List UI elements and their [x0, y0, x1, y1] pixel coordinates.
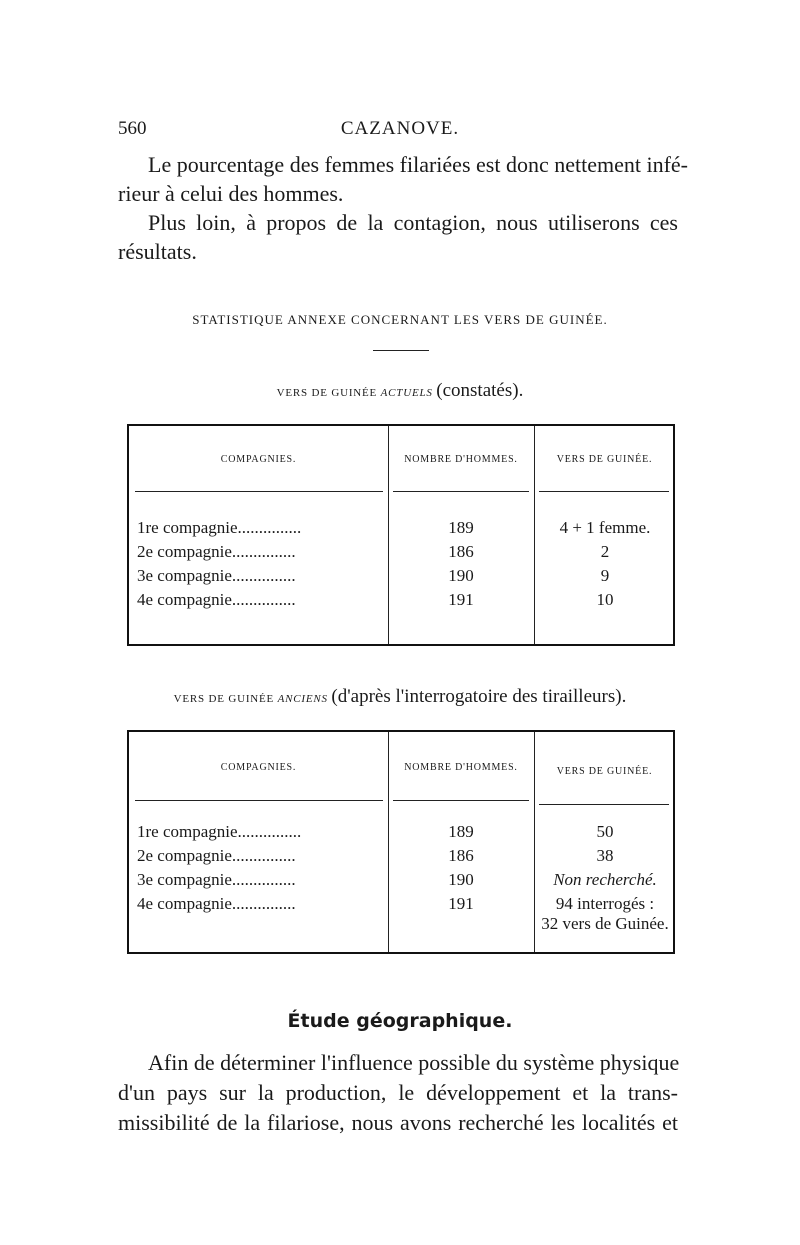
men-cell: 186 [448, 846, 474, 865]
worms-cell: 4 + 1 femme. [559, 518, 651, 537]
page-number: 560 [118, 118, 147, 139]
header-rule [393, 491, 529, 492]
intro-line: Le pourcentage des femmes filariées est donc nettement infé- [148, 152, 688, 177]
table-row [129, 822, 673, 846]
intro-line: rieur à celui des hommes. [118, 181, 344, 206]
worms-cell: Non recherché. [553, 870, 657, 889]
company-cell: 4e compagnie............... [137, 894, 296, 913]
worms-cell: 38 [596, 846, 614, 865]
table-row [129, 846, 673, 870]
table2-caption-suffix: (d'après l'interrogatoire des tirailleurs). [331, 686, 627, 707]
table-row [129, 566, 673, 590]
company-cell: 1re compagnie............... [137, 518, 302, 537]
intro-line: Plus loin, à propos de la contagion, nous utiliserons ces [148, 210, 678, 235]
header-men: NOMBRE D'HOMMES. [404, 762, 518, 773]
table2-caption [0, 686, 800, 708]
company-cell: 3e compagnie............... [137, 870, 296, 889]
section-line: missibilité de la filariose, nous avons recherché les localités et [118, 1110, 678, 1135]
company-cell: 2e compagnie............... [137, 846, 296, 865]
company-cell: 2e compagnie............... [137, 542, 296, 561]
section-line: Afin de déterminer l'influence possible du système physique [148, 1050, 680, 1075]
table1-caption-prefix: VERS DE GUINÉE [276, 387, 378, 399]
table1-caption-italic: ACTUELS [380, 387, 433, 399]
worms-cell: 50 [596, 822, 614, 841]
intro-line: résultats. [118, 239, 197, 264]
worms-cell: 2 [600, 542, 610, 561]
table-row-continuation [129, 914, 673, 938]
header-companies: COMPAGNIES. [220, 762, 297, 773]
men-cell: 189 [448, 822, 474, 841]
header-rule [539, 491, 669, 492]
table-actuels [127, 424, 675, 646]
men-cell: 190 [448, 566, 474, 585]
table-row [129, 590, 673, 614]
running-title: CAZANOVE. [340, 118, 460, 139]
table2-caption-prefix: VERS DE GUINÉE [173, 693, 275, 705]
men-cell: 186 [448, 542, 474, 561]
divider [373, 350, 429, 351]
header-rule [393, 800, 529, 801]
section-heading: Étude géographique. [287, 1010, 513, 1032]
worms-cell: 9 [600, 566, 610, 585]
table-row [129, 870, 673, 894]
section-paragraph [118, 1048, 678, 1138]
table1-caption [0, 380, 800, 402]
company-cell: 3e compagnie............... [137, 566, 296, 585]
worms-cell: 32 vers de Guinée. [541, 914, 669, 933]
table-row [129, 518, 673, 542]
men-cell: 190 [448, 870, 474, 889]
header-rule [539, 804, 669, 805]
header-rule [135, 491, 383, 492]
men-cell: 191 [448, 894, 474, 913]
section-line: d'un pays sur la production, le développement et la trans- [118, 1080, 678, 1105]
men-cell: 191 [448, 590, 474, 609]
worms-cell: 94 interrogés : [555, 894, 655, 913]
annex-title: STATISTIQUE ANNEXE CONCERNANT LES VERS DE GUINÉE. [192, 312, 608, 327]
worms-cell: 10 [596, 590, 614, 609]
header-rule [135, 800, 383, 801]
header-companies: COMPAGNIES. [220, 454, 297, 465]
table1-caption-suffix: (constatés). [436, 380, 524, 401]
men-cell: 189 [448, 518, 474, 537]
company-cell: 1re compagnie............... [137, 822, 302, 841]
header-worms: VERS DE GUINÉE. [556, 454, 653, 465]
header-men: NOMBRE D'HOMMES. [404, 454, 518, 465]
header-worms: VERS DE GUINÉE. [556, 766, 653, 777]
table2-caption-italic: ANCIENS [277, 693, 328, 705]
table-anciens [127, 730, 675, 954]
table-row [129, 542, 673, 566]
intro-paragraph [118, 150, 688, 266]
company-cell: 4e compagnie............... [137, 590, 296, 609]
